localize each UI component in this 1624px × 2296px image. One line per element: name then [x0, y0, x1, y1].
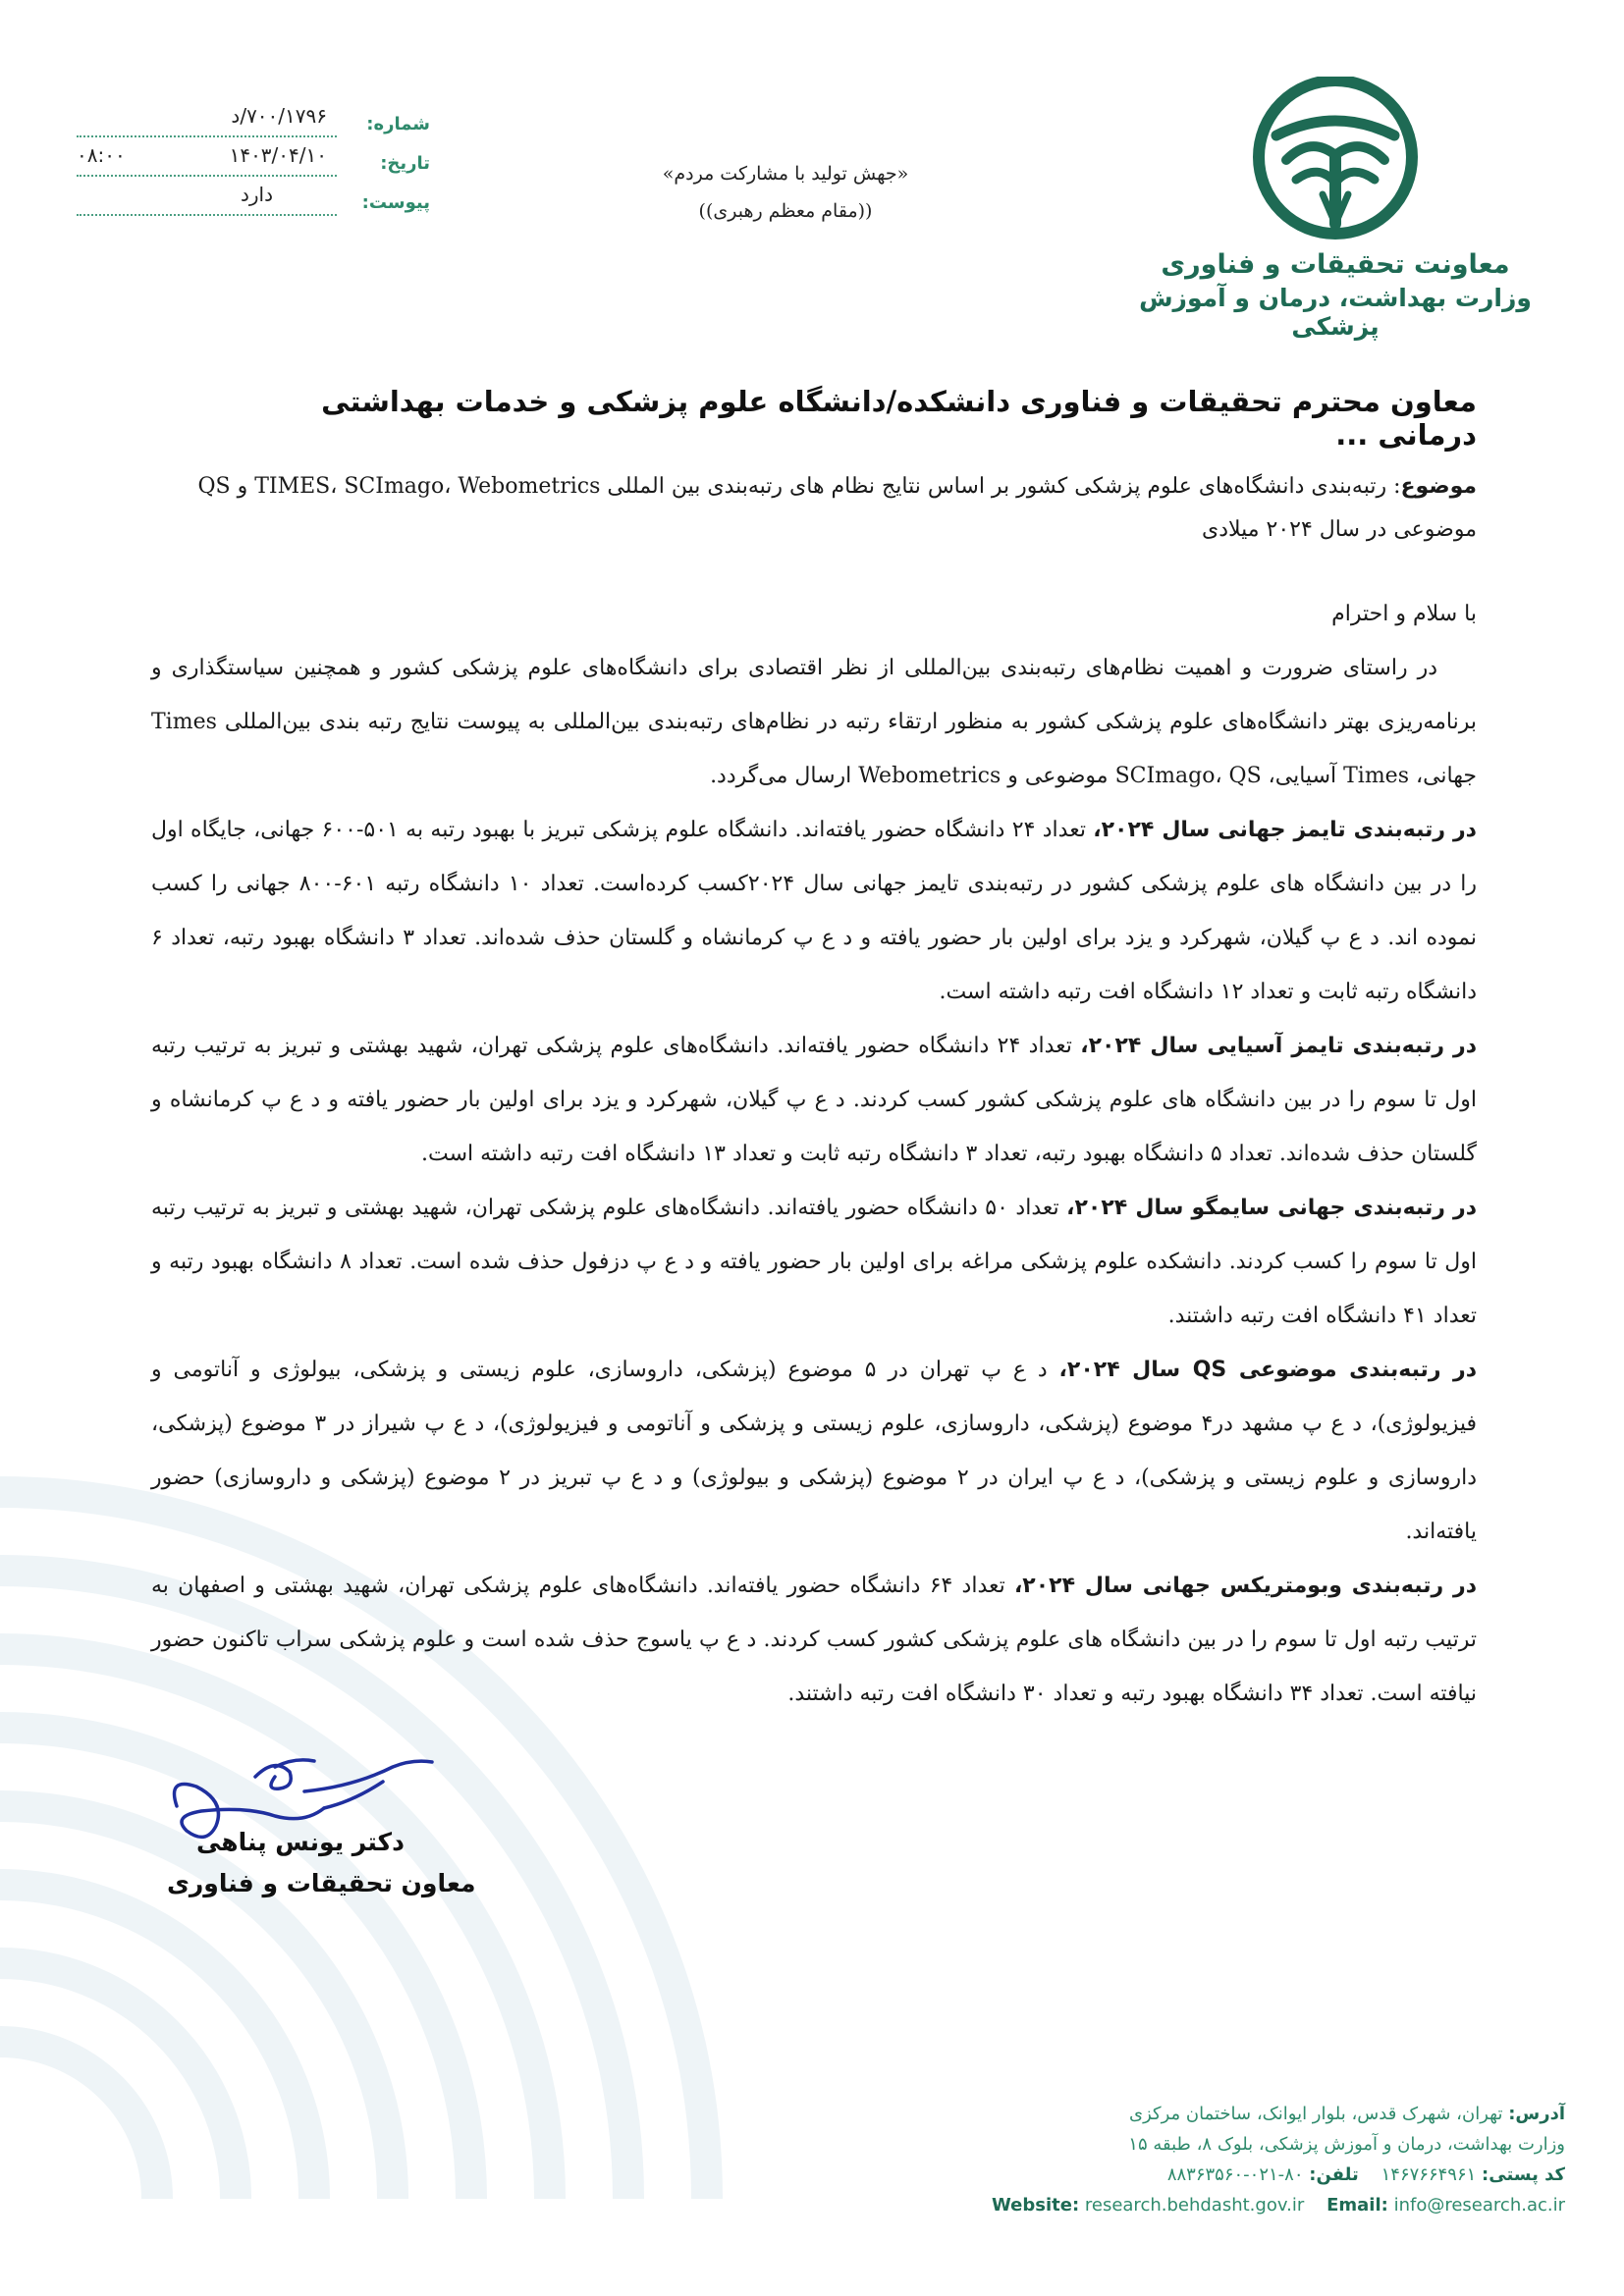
intro-paragraph: در راستای ضرورت و اهمیت نظام‌های رتبه‌بندی بین‌المللی از نظر اقتصادی برای دانشگاه‌های علوم پزشکی کشور و همچنین سیاستگذاری و برنامه‌ریزی بهتر دانشگاه‌های علوم پزشکی کشور به منظور ارتقاء رتبه در نظام‌های رتبه‌بندی بین‌المللی به پیوست نتایج رتبه بندی بین‌المللی Times جهانی، Times آسیایی، SCImago، QS موضوعی و Webometrics ارسال می‌گردد.: [151, 656, 1477, 788]
letter-reference-block: [77, 104, 430, 226]
subject-text: : رتبه‌بندی دانشگاه‌های علوم پزشکی کشور بر اساس نتایج نظام های رتبه‌بندی بین المللی TIMES، SCImago، Webometrics و QS موضوعی در سال ۲۰۲۴ میلادی: [197, 474, 1477, 542]
dotted-line: [77, 175, 337, 177]
section-text: تعداد ۵۰ دانشگاه حضور یافته‌اند. دانشگاه‌های علوم پزشکی تهران، شهید بهشتی و تبریز به ترتیب رتبه اول تا سوم را کسب کردند. دانشکده علوم پزشکی مراغه برای اولین بار حضور یافته و د ع پ دزفول حذف شده است. تعداد ۸ دانشگاه بهبود رتبه و تعداد ۴۱ دانشگاه افت رتبه داشتند.: [151, 1196, 1478, 1328]
signer-title: معاون تحقیقات و فناوری: [167, 1869, 476, 1897]
motto-attribution: ((مقام معظم رهبری)): [698, 200, 873, 222]
logo-deputy-name: معاونت تحقیقات و فناوری: [1161, 249, 1510, 280]
section-title: در رتبه‌بندی تایمز آسیایی سال ۲۰۲۴،: [1080, 1034, 1478, 1058]
section-paragraph: [151, 1181, 1477, 1343]
section-paragraph: [151, 1343, 1477, 1559]
address-line1: تهران، شهرک قدس، بلوار ایوانک، ساختمان مرکزی: [1129, 2104, 1503, 2124]
date-label: تاریخ:: [380, 153, 430, 174]
section-text: تعداد ۲۴ دانشگاه حضور یافته‌اند. دانشگاه‌های علوم پزشکی تهران، شهید بهشتی و تبریز به ترتیب رتبه اول تا سوم را در بین دانشگاه های علوم پزشکی کشور کسب کردند. د ع پ گیلان، شهرکرد و یزد برای اولین بار حضور یافته و د ع پ کرمانشاه و گلستان حذف شده‌اند. تعداد ۵ دانشگاه بهبود رتبه، تعداد ۳ دانشگاه رتبه ثابت و تعداد ۱۳ دانشگاه افت رتبه داشته است.: [151, 1034, 1477, 1166]
section-paragraph: [151, 1019, 1477, 1181]
section-paragraph: [151, 803, 1477, 1019]
dotted-line: [77, 135, 337, 137]
website-link[interactable]: research.behdasht.gov.ir: [1084, 2195, 1305, 2216]
section-text: تعداد ۶۴ دانشگاه حضور یافته‌اند. دانشگاه‌های علوم پزشکی تهران، شهید بهشتی و اصفهان به ترتیب رتبه اول تا سوم را در بین دانشگاه های علوم پزشکی کشور کسب کردند. د ع پ یاسوج حذف شده است و علوم پزشکی سراب تاکنون حضور نیافته است. تعداد ۳۴ دانشگاه بهبود رتبه و تعداد ۳۰ دانشگاه افت رتبه داشتند.: [151, 1574, 1477, 1706]
phone-number: ۸۰-۰۲۱-۸۸۳۶۳۵۶۰: [1166, 2164, 1304, 2185]
tree-emblem-icon: [1232, 77, 1438, 243]
letter-footer: [819, 2099, 1565, 2220]
phone-label: تلفن:: [1309, 2164, 1359, 2185]
letter-recipient-heading: معاون محترم تحقیقات و فناوری دانشکده/دانشگاه علوم پزشکی و خدمات بهداشتی درمانی ...: [321, 385, 1477, 452]
postal-code: ۱۴۶۷۶۶۴۹۶۱: [1380, 2164, 1477, 2185]
number-label: شماره:: [366, 114, 430, 134]
postal-label: کد پستی:: [1482, 2164, 1565, 2185]
footer-contact-line: [819, 2160, 1565, 2190]
letter-number: ۷۰۰/۱۷۹۶/د: [231, 104, 327, 128]
section-paragraph: [151, 1559, 1477, 1721]
section-title: در رتبه‌بندی موضوعی QS سال ۲۰۲۴،: [1058, 1358, 1477, 1382]
greeting: با سلام و احترام: [1331, 602, 1477, 626]
reference-date-row: [77, 143, 430, 187]
letter-subject: [151, 465, 1477, 552]
section-title: در رتبه‌بندی وبومتریکس جهانی سال ۲۰۲۴،: [1013, 1574, 1477, 1598]
reference-attachment-row: [77, 183, 430, 226]
motto-line: «جهش تولید با مشارکت مردم»: [662, 163, 909, 185]
email-label: Email:: [1326, 2195, 1388, 2216]
motto: [589, 155, 982, 230]
website-label: Website:: [991, 2195, 1080, 2216]
letter-time: ۰۸:۰۰: [77, 143, 126, 167]
ministry-logo: [1129, 77, 1542, 341]
attachment-value: دارد: [240, 183, 273, 206]
signer-name: دکتر یونس پناهی: [196, 1828, 405, 1856]
section-title: در رتبه‌بندی جهانی سایمگو سال ۲۰۲۴،: [1066, 1196, 1477, 1220]
footer-address-line: [819, 2099, 1565, 2129]
attachment-label: پیوست:: [361, 192, 430, 213]
logo-ministry-name: وزارت بهداشت، درمان و آموزش پزشکی: [1139, 284, 1532, 341]
dotted-line: [77, 214, 337, 216]
address-label: آدرس:: [1508, 2104, 1565, 2124]
letter-date: ۱۴۰۳/۰۴/۱۰: [229, 143, 327, 167]
letter-body: [151, 587, 1477, 1721]
reference-number-row: [77, 104, 430, 147]
email-link[interactable]: info@research.ac.ir: [1393, 2195, 1565, 2216]
section-title: در رتبه‌بندی تایمز جهانی سال ۲۰۲۴،: [1093, 818, 1477, 842]
footer-web-line: [819, 2190, 1565, 2220]
section-text: د ع پ تهران در ۵ موضوع (پزشکی، داروسازی، علوم زیستی و پزشکی، بیولوژی و آناتومی و فیزیولوژی)، د ع پ مشهد در۴ موضوع (پزشکی، داروسازی، علوم زیستی و پزشکی و آناتومی و فیزیولوژی)، د ع پ شیراز در ۳ موضوع (پزشکی، داروسازی و علوم زیستی و پزشکی)، د ع پ ایران در ۲ موضوع (پزشکی و بیولوژی) و د ع پ تبریز در ۲ موضوع (پزشکی و داروسازی) حضور یافته‌اند.: [151, 1358, 1477, 1544]
subject-label: موضوع: [1400, 474, 1477, 499]
section-text: تعداد ۲۴ دانشگاه حضور یافته‌اند. دانشگاه علوم پزشکی تبریز با بهبود رتبه به ۵۰۱-۶۰۰ جهانی، جایگاه اول را در بین دانشگاه های علوم پزشکی کشور در رتبه‌بندی تایمز جهانی سال ۲۰۲۴کسب کرده‌است. تعداد ۱۰ دانشگاه رتبه ۶۰۱-۸۰۰ جهانی را کسب نموده اند. د ع پ گیلان، شهرکرد و یزد برای اولین بار حضور یافته و د ع پ کرمانشاه و گلستان حذف شده‌اند. تعداد ۳ دانشگاه بهبود رتبه، تعداد ۶ دانشگاه رتبه ثابت و تعداد ۱۲ دانشگاه افت رتبه داشته است.: [151, 818, 1477, 1004]
address-line2: وزارت بهداشت، درمان و آموزش پزشکی، بلوک ۸، طبقه ۱۵: [1128, 2134, 1565, 2155]
